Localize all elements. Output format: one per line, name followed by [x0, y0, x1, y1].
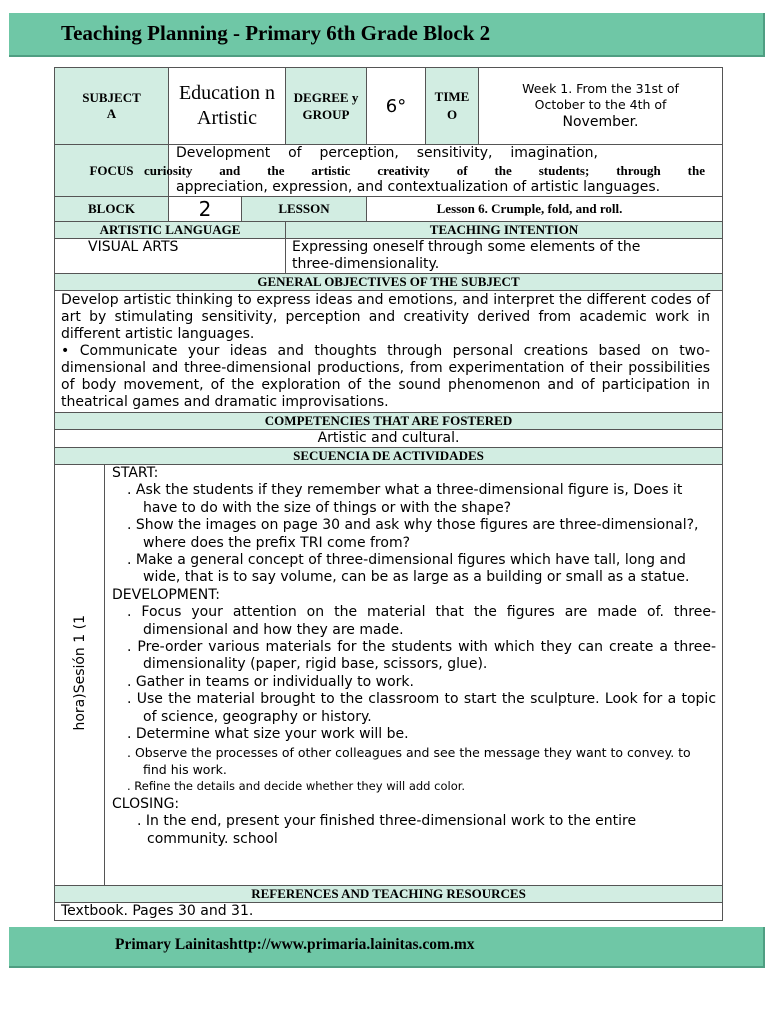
objectives-header-row: [55, 274, 723, 291]
dev-item-7: . Refine the details and decide whether they will add color.: [127, 779, 466, 794]
footer-text: Primary Lainitashttp://www.primaria.lainitas.com.mx: [115, 936, 475, 953]
start-item-3: . Make a general concept of three-dimensional figures which have tall, long and wide, that is to say volume, can be as large as a building or small as a statue.: [127, 552, 690, 586]
header-band: [9, 13, 765, 57]
development-heading: DEVELOPMENT:: [112, 586, 220, 603]
session-label-cell: [55, 465, 105, 886]
artlang-row: [55, 239, 723, 274]
session-label: hora)Sesión 1 (1: [71, 615, 88, 731]
objectives-heading: GENERAL OBJECTIVES OF THE SUBJECT: [55, 274, 723, 291]
subject-label: SUBJECT A: [55, 68, 169, 145]
competencies-row: [55, 430, 723, 448]
competencies-header-row: [55, 413, 723, 430]
intention-label: TEACHING INTENTION: [286, 222, 723, 239]
start-item-1: . Ask the students if they remember what a three-dimensional figure is, Does it have to do with the size of things or with the shape?: [127, 482, 683, 516]
sequence-content: [105, 465, 723, 886]
lesson-label: LESSON: [242, 197, 367, 222]
sequence-row: [55, 465, 723, 886]
degree-label: DEGREE y GROUP: [286, 68, 367, 145]
footer-band: [9, 927, 765, 968]
focus-line-3: appreciation, expression, and contextualization of artistic languages.: [176, 179, 661, 195]
closing-heading: CLOSING:: [112, 795, 180, 812]
references-row: [55, 903, 723, 921]
objective-paragraph-2: • Communicate your ideas and thoughts through personal creations based on two-dimensional and three-dimensional productions, from experimentation of their possibilities of body movement, of the exploration of the sound phenomenon and of participation in theatrical games and dramatic improvisations.: [61, 343, 711, 410]
dev-item-1: . Focus your attention on the material that the figures are made of. three-dimensional and how they are made.: [127, 604, 717, 638]
dev-item-6: . Observe the processes of other colleagues and see the message they want to convey. to find his work.: [127, 744, 691, 777]
objectives-text: [55, 291, 723, 413]
info-row: [55, 68, 723, 145]
focus-row: [55, 145, 723, 197]
references-header-row: [55, 886, 723, 903]
references-heading: REFERENCES AND TEACHING RESOURCES: [55, 886, 723, 903]
subject-value: Education n Artistic: [169, 68, 286, 145]
focus-line-2: curiosity and the artistic creativity of the students; through the: [144, 163, 706, 178]
dev-item-5: . Determine what size your work will be.: [127, 726, 409, 743]
planning-table: [54, 67, 723, 921]
block-value: 2: [169, 197, 242, 222]
dev-item-2: . Pre-order various materials for the students with which they can create a three-dimensionality (paper, rigid base, scissors, glue).: [127, 639, 717, 673]
focus-line-1: Development of perception, sensitivity, imagination,: [176, 145, 598, 161]
competencies-heading: COMPETENCIES THAT ARE FOSTERED: [55, 413, 723, 430]
competencies-value: Artistic and cultural.: [55, 430, 723, 448]
start-item-2: . Show the images on page 30 and ask why those figures are three-dimensional?, where does the prefix TRI come from?: [127, 517, 699, 551]
start-heading: START:: [112, 465, 159, 481]
dev-item-4: . Use the material brought to the classroom to start the sculpture. Look for a topic of science, geography or history.: [127, 691, 717, 725]
focus-text: [144, 145, 723, 197]
closing-item-1: . In the end, present your finished three-dimensional work to the entire community. school: [137, 813, 637, 847]
focus-label: FOCUS: [55, 145, 169, 197]
objective-paragraph-1: Develop artistic thinking to express ideas and emotions, and interpret the different codes of art by stimulating sensitivity, perception and creativity derived from academic work in different artistic languages.: [61, 292, 711, 342]
lesson-value: Lesson 6. Crumple, fold, and roll.: [367, 197, 723, 222]
time-label: TIME O: [426, 68, 479, 145]
block-label: BLOCK: [55, 197, 169, 222]
artlang-value: VISUAL ARTS: [55, 239, 286, 274]
time-value: Week 1. From the 31st of October to the 4th of November.: [479, 68, 723, 145]
references-value: Textbook. Pages 30 and 31.: [55, 903, 723, 921]
artlang-label: ARTISTIC LANGUAGE: [55, 222, 286, 239]
degree-value: 6°: [367, 68, 426, 145]
dev-item-3: . Gather in teams or individually to work.: [127, 673, 414, 690]
intention-value: Expressing oneself through some elements of the three-dimensionality.: [286, 239, 723, 274]
sequence-header-row: [55, 448, 723, 465]
objectives-row: [55, 291, 723, 413]
artlang-header-row: [55, 222, 723, 239]
block-row: [55, 197, 723, 222]
page-title: Teaching Planning - Primary 6th Grade Block 2: [61, 21, 491, 45]
sequence-heading: SECUENCIA DE ACTIVIDADES: [55, 448, 723, 465]
